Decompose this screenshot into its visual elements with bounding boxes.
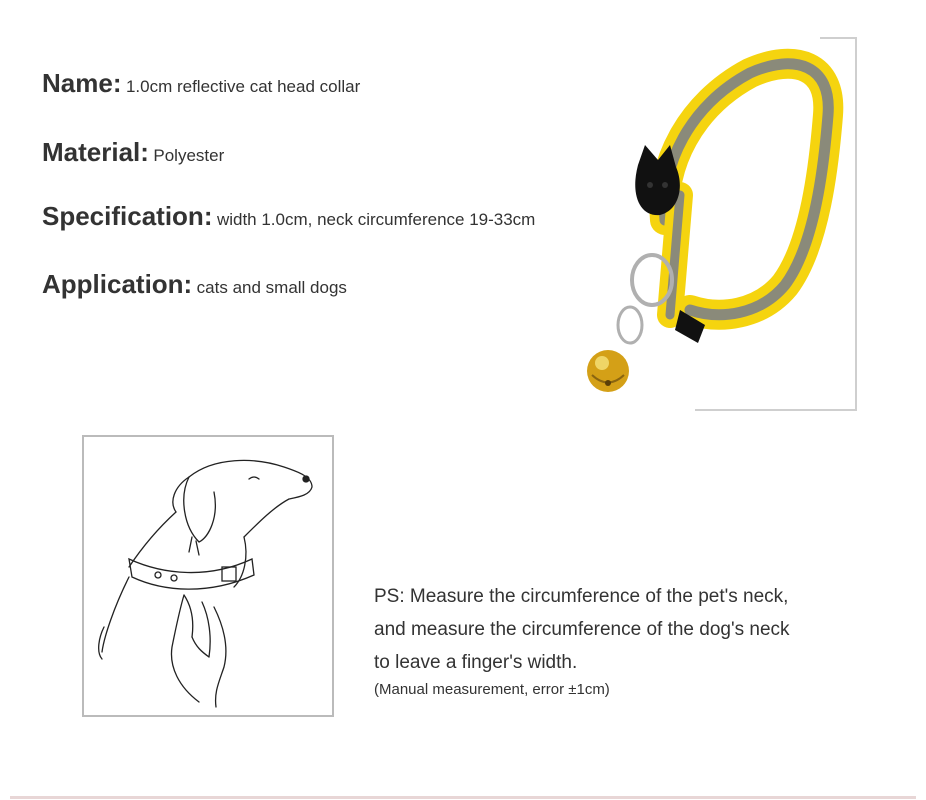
note-line-3: to leave a finger's width.: [374, 652, 578, 673]
spec-name-value: 1.0cm reflective cat head collar: [125, 77, 361, 96]
spec-application-row: [42, 269, 347, 300]
product-frame-top: [820, 37, 856, 39]
spec-specification-row: [42, 201, 535, 232]
spec-specification-value: width 1.0cm, neck circumference 19-33cm: [216, 210, 536, 229]
product-frame-bottom: [695, 409, 857, 411]
split-ring: [618, 307, 642, 343]
note-line-1: PS: Measure the circumference of the pet's neck,: [374, 586, 789, 607]
bell-icon: [587, 350, 629, 392]
spec-specification-label: Specification:: [42, 201, 213, 231]
spec-material-value: Polyester: [153, 146, 225, 165]
spec-name-label: Name:: [42, 68, 122, 98]
spec-material-row: [42, 137, 224, 168]
spec-application-value: cats and small dogs: [196, 278, 347, 297]
dog-neck-measurement-sketch: [84, 437, 332, 715]
note-line-2: and measure the circumference of the dog's neck: [374, 619, 790, 640]
measurement-illustration: [82, 435, 334, 717]
note-subtext: (Manual measurement, error ±1cm): [374, 681, 610, 698]
spec-material-label: Material:: [42, 137, 149, 167]
collar-photo: [570, 45, 860, 405]
spec-application-label: Application:: [42, 269, 193, 299]
spec-name-row: [42, 68, 360, 99]
bottom-divider: [10, 796, 916, 799]
measurement-note: [374, 580, 790, 698]
